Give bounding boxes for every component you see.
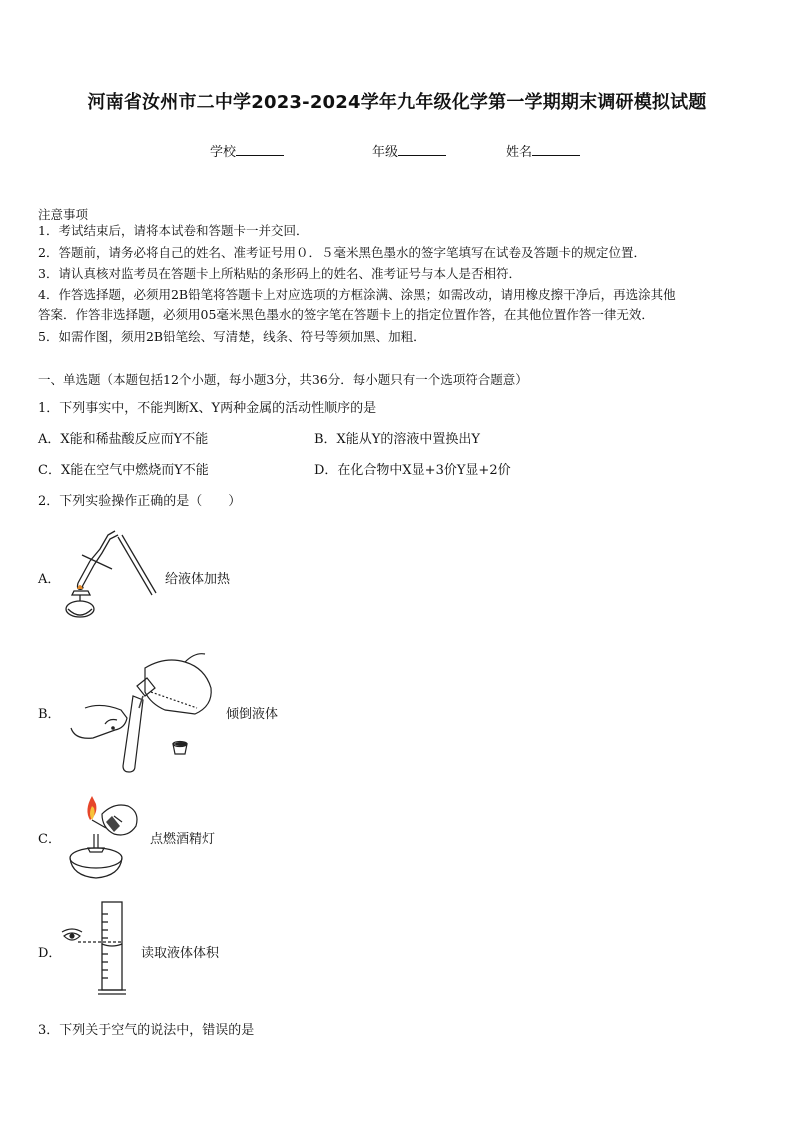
notes-heading: 注意事项 [38,207,89,222]
question-2-option-b-text: 倾倒液体 [226,707,279,722]
school-field [210,141,284,160]
page-title: 河南省汝州市二中学2023-2024学年九年级化学第一学期期末调研模拟试题 [87,92,707,113]
question-1-option-b: B．X能从Y的溶液中置换出Y [314,432,480,447]
name-blank [532,143,580,156]
question-1-option-a: A．X能和稀盐酸反应而Y不能 [38,432,209,447]
question-2-option-c-label: C． [38,832,61,847]
reading-liquid-volume-illustration [60,898,140,998]
question-1-option-d: D．在化合物中X显+3价Y显+2价 [314,463,511,478]
lighting-alcohol-lamp-illustration [62,792,152,884]
question-2-stem: 2．下列实验操作正确的是（ ） [38,494,242,509]
pouring-liquid-illustration [65,648,225,773]
school-label: 学校 [210,145,237,160]
grade-field [372,141,446,160]
name-label: 姓名 [506,145,533,160]
question-2-option-a-text: 给液体加热 [165,572,231,587]
note-item: 3．请认真核对监考员在答题卡上所粘贴的条形码上的姓名、准考证号与本人是否相符． [38,266,521,281]
name-field [506,141,580,160]
question-1-stem: 1．下列事实中，不能判断X、Y两种金属的活动性顺序的是 [38,401,377,416]
question-1-option-c: C．X能在空气中燃烧而Y不能 [38,463,209,478]
note-item: 5．如需作图，须用2B铅笔绘、写清楚，线条、符号等须加黑、加粗． [38,329,426,344]
question-2-option-d-text: 读取液体体积 [141,946,220,961]
note-item: 4．作答选择题，必须用2B铅笔将答题卡上对应选项的方框涂满、涂黑；如需改动，请用橡皮擦干净后，再选涂其他 [38,287,676,302]
note-item: 1．考试结束后，请将本试卷和答题卡一并交回． [38,223,309,238]
grade-blank [398,143,446,156]
school-blank [236,143,284,156]
grade-label: 年级 [372,145,399,160]
question-2-option-a-label: A． [38,572,61,587]
note-item: 答案．作答非选择题，必须用05毫米黑色墨水的签字笔在答题卡上的指定位置作答，在其他位置作答一律无效． [38,307,654,322]
section-heading: 一、单选题（本题包括12个小题，每小题3分，共36分．每小题只有一个选项符合题意） [38,372,528,387]
question-2-option-d-label: D． [38,946,62,961]
question-3-stem: 3．下列关于空气的说法中，错误的是 [38,1023,255,1038]
heating-liquid-illustration [60,525,165,625]
note-item: 2．答题前，请务必将自己的姓名、准考证号用０．５毫米黑色墨水的签字笔填写在试卷及答题卡的规定位置． [38,245,646,260]
question-2-option-b-label: B． [38,707,61,722]
question-2-option-c-text: 点燃酒精灯 [150,832,216,847]
